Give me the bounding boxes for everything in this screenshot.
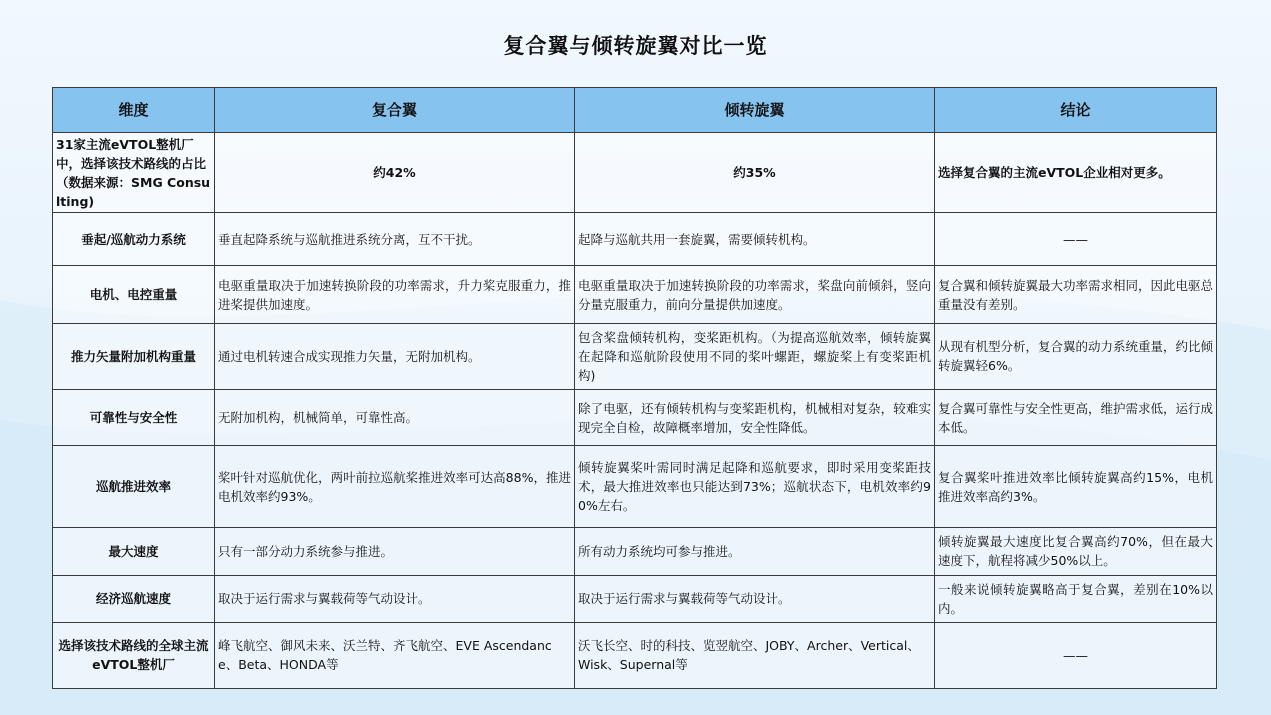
row-tilt-cell: 倾转旋翼桨叶需同时满足起降和巡航要求，即时采用变桨距技术，最大推进效率也只能达到73%；巡航状态下，电机效率约90%左右。	[575, 446, 935, 528]
row-compound-cell: 通过电机转速合成实现推力矢量，无附加机构。	[215, 323, 575, 389]
row-compound-cell: 电驱重量取决于加速转换阶段的功率需求，升力桨克服重力，推进桨提供加速度。	[215, 266, 575, 323]
row-tilt-cell: 沃飞长空、时的科技、览翌航空、JOBY、Archer、Vertical、Wisk、Supernal等	[575, 622, 935, 688]
page-title: 复合翼与倾转旋翼对比一览	[503, 34, 768, 58]
row-conclusion-cell: 复合翼和倾转旋翼最大功率需求相同，因此电驱总重量没有差别。	[935, 266, 1217, 323]
table-row	[53, 528, 1217, 575]
row-conclusion-cell: 复合翼可靠性与安全性更高，维护需求低，运行成本低。	[935, 389, 1217, 445]
row-dimension: 最大速度	[53, 528, 215, 575]
table-header-row	[53, 88, 1217, 133]
row-conclusion-cell: ——	[935, 622, 1217, 688]
row-dimension: 可靠性与安全性	[53, 389, 215, 445]
row-tilt-cell: 电驱重量取决于加速转换阶段的功率需求，桨盘向前倾斜，竖向分量克服重力，前向分量提供加速度。	[575, 266, 935, 323]
row-conclusion-cell: 复合翼桨叶推进效率比倾转旋翼高约15%，电机推进效率高约3%。	[935, 446, 1217, 528]
row-dimension: 经济巡航速度	[53, 575, 215, 622]
row-dimension: 推力矢量附加机构重量	[53, 323, 215, 389]
row-compound-cell: 桨叶针对巡航优化，两叶前拉巡航桨推进效率可达高88%，推进电机效率约93%。	[215, 446, 575, 528]
header-conclusion: 结论	[935, 88, 1217, 133]
row-dimension: 选择该技术路线的全球主流eVTOL整机厂	[53, 622, 215, 688]
row-compound-cell: 只有一部分动力系统参与推进。	[215, 528, 575, 575]
table-row	[53, 575, 1217, 622]
row-tilt-cell: 起降与巡航共用一套旋翼，需要倾转机构。	[575, 213, 935, 266]
header-dimension: 维度	[53, 88, 215, 133]
header-tilt-rotor: 倾转旋翼	[575, 88, 935, 133]
row-compound-cell: 垂直起降系统与巡航推进系统分离，互不干扰。	[215, 213, 575, 266]
row-dimension: 电机、电控重量	[53, 266, 215, 323]
row-tilt-cell: 约35%	[575, 133, 935, 213]
row-conclusion-cell: ——	[935, 213, 1217, 266]
table-row	[53, 213, 1217, 266]
table-row	[53, 266, 1217, 323]
row-compound-cell: 取决于运行需求与翼载荷等气动设计。	[215, 575, 575, 622]
row-compound-cell: 无附加机构，机械简单，可靠性高。	[215, 389, 575, 445]
comparison-table	[52, 87, 1217, 689]
row-dimension: 巡航推进效率	[53, 446, 215, 528]
row-conclusion-cell: 一般来说倾转旋翼略高于复合翼，差别在10%以内。	[935, 575, 1217, 622]
row-tilt-cell: 所有动力系统均可参与推进。	[575, 528, 935, 575]
table-row	[53, 622, 1217, 688]
row-conclusion-cell: 选择复合翼的主流eVTOL企业相对更多。	[935, 133, 1217, 213]
row-conclusion-cell: 倾转旋翼最大速度比复合翼高约70%，但在最大速度下，航程将减少50%以上。	[935, 528, 1217, 575]
row-compound-cell: 约42%	[215, 133, 575, 213]
row-tilt-cell: 取决于运行需求与翼载荷等气动设计。	[575, 575, 935, 622]
row-tilt-cell: 除了电驱，还有倾转机构与变桨距机构，机械相对复杂，较难实现完全自检，故障概率增加，安全性降低。	[575, 389, 935, 445]
row-dimension: 垂起/巡航动力系统	[53, 213, 215, 266]
row-conclusion-cell: 从现有机型分析，复合翼的动力系统重量，约比倾转旋翼轻6%。	[935, 323, 1217, 389]
row-tilt-cell: 包含桨盘倾转机构，变桨距机构。（为提高巡航效率，倾转旋翼在起降和巡航阶段使用不同的桨叶螺距，螺旋桨上有变桨距机构)	[575, 323, 935, 389]
row-dimension: 31家主流eVTOL整机厂中，选择该技术路线的占比（数据来源：SMG Consulting)	[53, 133, 215, 213]
table-row	[53, 133, 1217, 213]
header-compound-wing: 复合翼	[215, 88, 575, 133]
table-row	[53, 389, 1217, 445]
table-row	[53, 323, 1217, 389]
row-compound-cell: 峰飞航空、御风未来、沃兰特、齐飞航空、EVE Ascendance、Beta、HONDA等	[215, 622, 575, 688]
table-row	[53, 446, 1217, 528]
